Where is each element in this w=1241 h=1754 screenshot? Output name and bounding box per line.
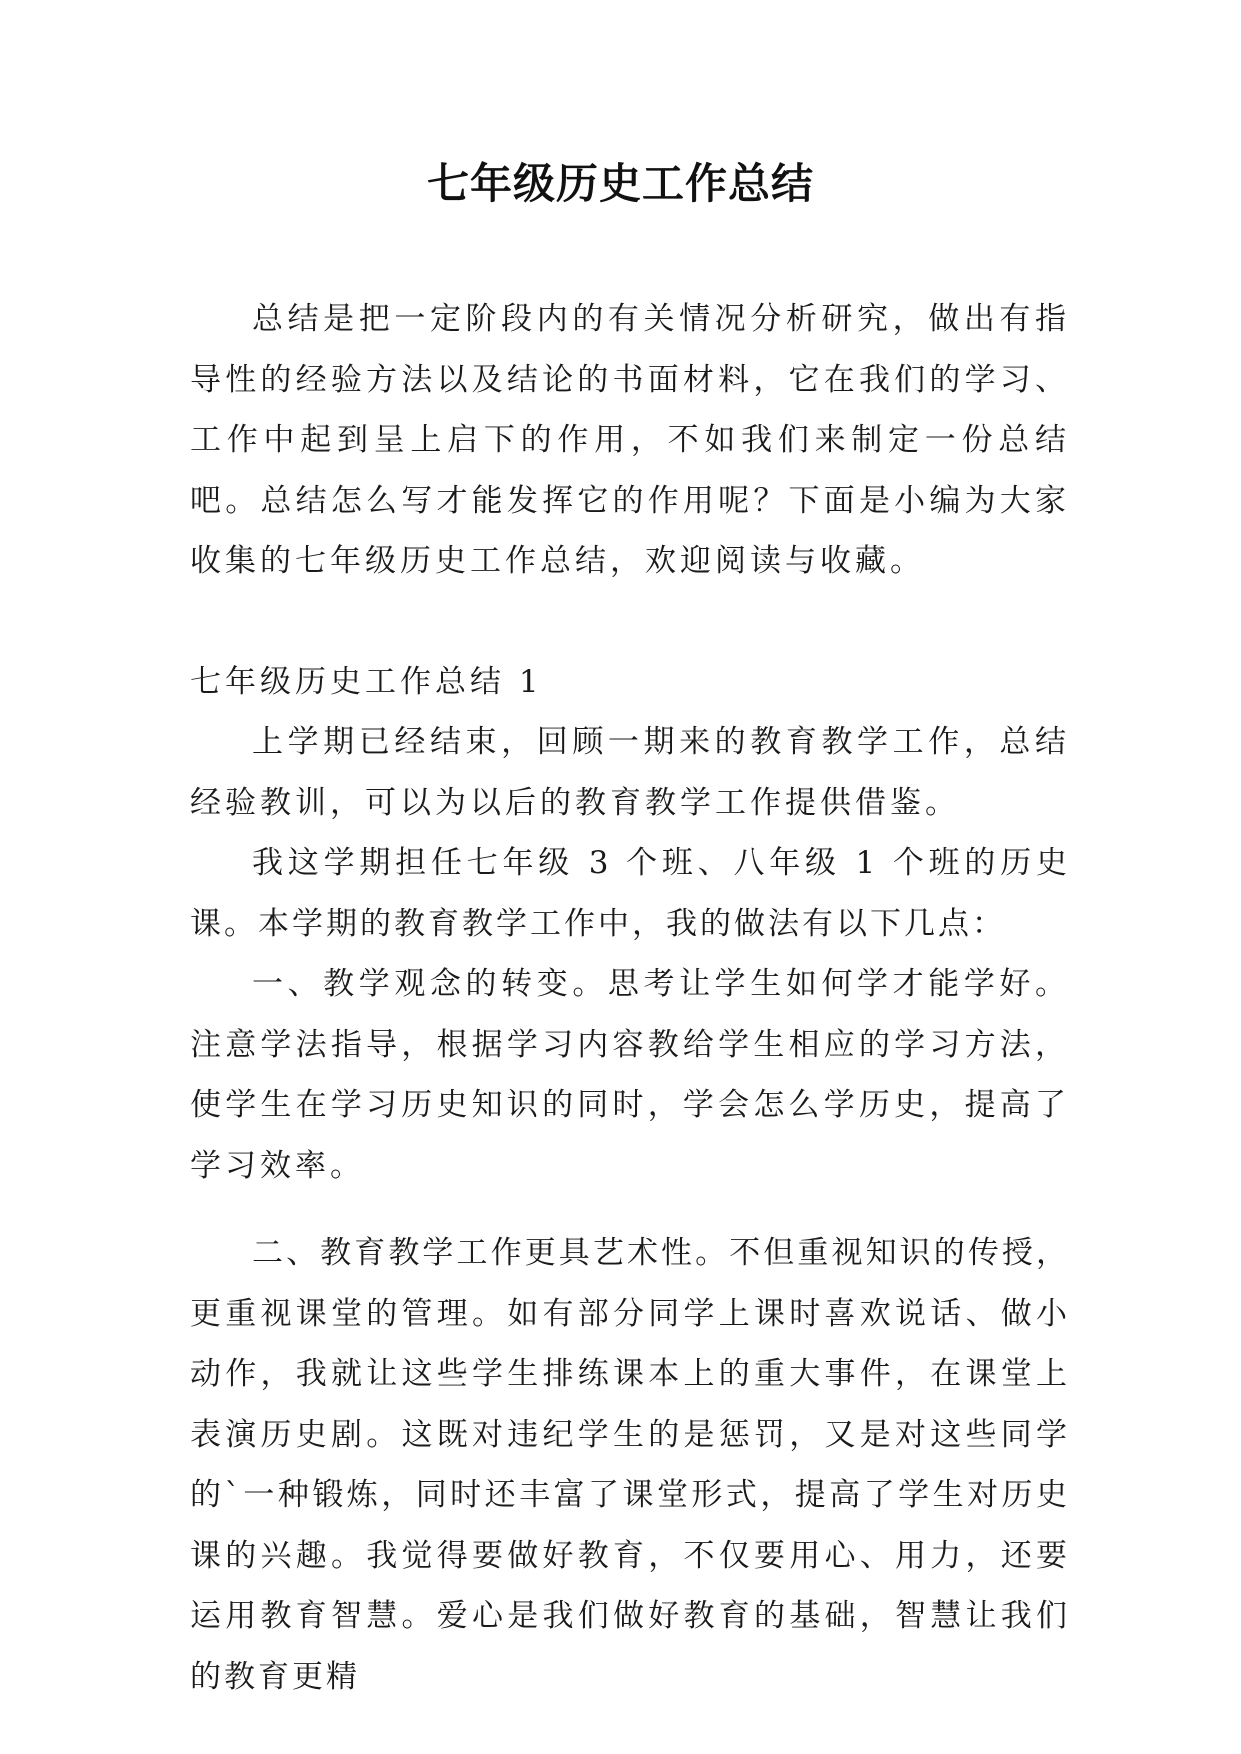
- spacer: [190, 1196, 1070, 1223]
- section-heading: 七年级历史工作总结 1: [190, 663, 543, 700]
- intro-paragraph: 总结是把一定阶段内的有关情况分析研究，做出有指导性的经验方法以及结论的书面材料，它在我们的学习、工作中起到呈上启下的作用，不如我们来制定一份总结吧。总结怎么写才能发挥它的作用呢？下面是小编为大家收集的七年级历史工作总结，欢迎阅读与收藏。: [190, 301, 1070, 579]
- spacer: [190, 592, 1070, 652]
- body-paragraph: 上学期已经结束，回顾一期来的教育教学工作，总结经验教训，可以为以后的教育教学工作提供借鉴。: [190, 724, 1070, 821]
- document-title: 七年级历史工作总结: [426, 159, 814, 208]
- body-paragraph: 我这学期担任七年级 3 个班、八年级 1 个班的历史课。本学期的教育教学工作中，我的做法有以下几点：: [190, 845, 1070, 942]
- body-paragraph: 二、教育教学工作更具艺术性。不但重视知识的传授，更重视课堂的管理。如有部分同学上课时喜欢说话、做小动作，我就让这些学生排练课本上的重大事件，在课堂上表演历史剧。这既对违纪学生的是惩罚，又是对这些同学的`一种锻炼，同时还丰富了课堂形式，提高了学生对历史课的兴趣。我觉得要做好教育，不仅要用心、用力，还要运用教育智慧。爱心是我们做好教育的基础，智慧让我们的教育更精: [190, 1235, 1070, 1695]
- body-paragraph: 一、教学观念的转变。思考让学生如何学才能学好。注意学法指导，根据学习内容教给学生相应的学习方法，使学生在学习历史知识的同时，学会怎么学历史，提高了学习效率。: [190, 966, 1070, 1184]
- document-body: [190, 289, 1070, 1707]
